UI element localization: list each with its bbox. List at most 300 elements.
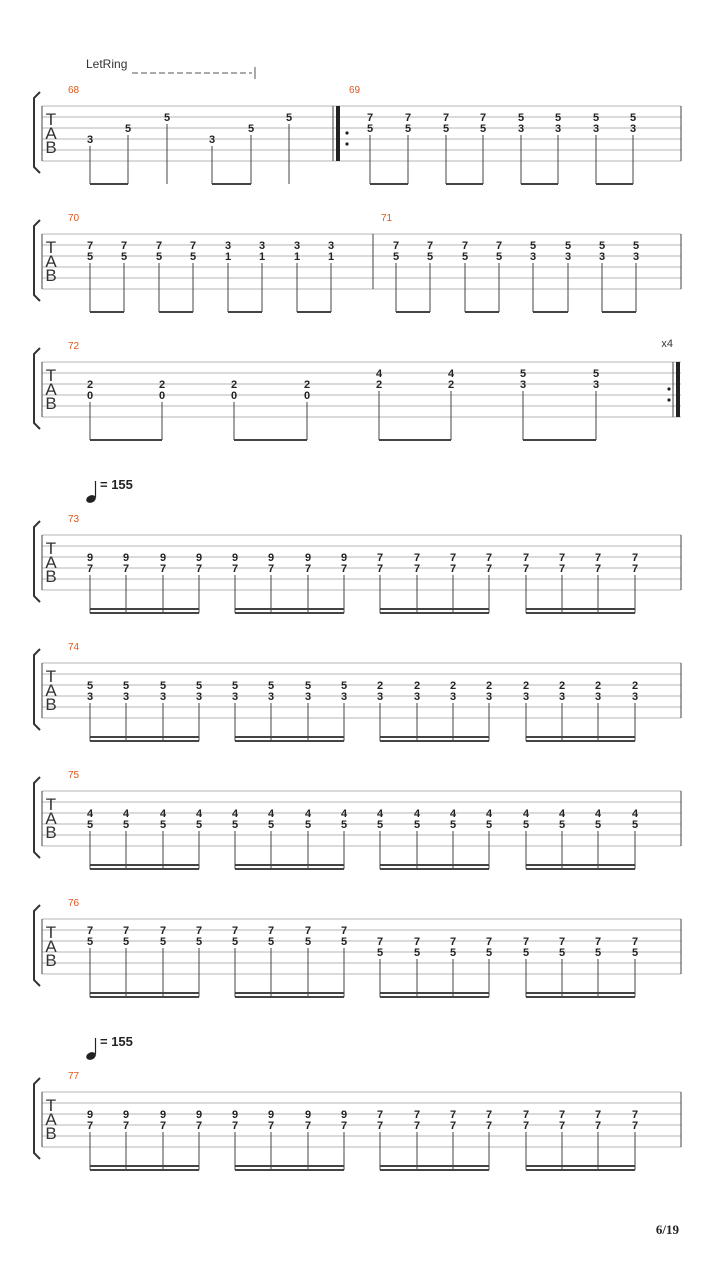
note-column	[225, 240, 231, 312]
fret-number: 7	[594, 936, 602, 948]
fret-number: 9	[231, 1109, 239, 1121]
fret-number: 4	[375, 368, 383, 380]
fret-number: 3	[195, 691, 203, 703]
fret-number: 7	[594, 563, 602, 575]
fret-number: 5	[86, 251, 94, 263]
note-column	[196, 925, 202, 997]
note-column	[376, 368, 383, 440]
system-bracket	[34, 220, 40, 301]
fret-number: 2	[303, 379, 311, 391]
note-column	[232, 1109, 238, 1170]
fret-number: 7	[558, 1120, 566, 1132]
fret-number: 2	[86, 379, 94, 391]
fret-number: 9	[304, 1109, 312, 1121]
fret-number: 5	[155, 251, 163, 263]
tempo-marking: = 155	[100, 1034, 133, 1049]
fret-number: 0	[230, 390, 238, 402]
fret-number: 3	[629, 123, 637, 135]
fret-number: 2	[631, 680, 639, 692]
fret-number: 9	[195, 1109, 203, 1121]
fret-number: 5	[247, 123, 255, 135]
fret-number: 5	[340, 819, 348, 831]
tab-clef-letter: A	[45, 252, 57, 271]
fret-number: 2	[230, 379, 238, 391]
fret-number: 9	[122, 1109, 130, 1121]
fret-number: 2	[447, 379, 455, 391]
note-column	[523, 552, 529, 613]
fret-number: 5	[267, 819, 275, 831]
fret-number: 4	[304, 808, 312, 820]
note-column	[87, 808, 94, 869]
note-column	[632, 936, 638, 997]
fret-number: 4	[558, 808, 566, 820]
fret-number: 2	[376, 680, 384, 692]
fret-number: 1	[327, 251, 335, 263]
fret-number: 5	[594, 819, 602, 831]
measure-number: 71	[381, 213, 393, 224]
note-column	[87, 240, 93, 312]
note-column	[232, 925, 238, 997]
fret-number: 7	[522, 1109, 530, 1121]
note-column	[196, 808, 203, 869]
fret-number: 3	[231, 691, 239, 703]
fret-number: 3	[449, 691, 457, 703]
measure-70	[42, 213, 373, 312]
fret-number: 7	[189, 240, 197, 252]
note-column	[196, 552, 202, 613]
note-column	[555, 112, 561, 184]
tab-clef-letter: T	[45, 1096, 57, 1115]
note-column	[87, 379, 93, 440]
fret-number: 7	[304, 1120, 312, 1132]
note-column	[633, 240, 639, 312]
note-column	[450, 552, 456, 613]
fret-number: 7	[195, 1120, 203, 1132]
fret-number: 4	[594, 808, 602, 820]
fret-number: 5	[304, 936, 312, 948]
fret-number: 3	[517, 123, 525, 135]
fret-number: 9	[267, 1109, 275, 1121]
fret-number: 3	[594, 691, 602, 703]
fret-number: 4	[447, 368, 455, 380]
fret-number: 5	[558, 819, 566, 831]
tab-clef-letter: B	[45, 394, 57, 413]
fret-number: 3	[631, 691, 639, 703]
fret-number: 4	[122, 808, 130, 820]
note-column	[259, 240, 265, 312]
fret-number: 7	[485, 552, 493, 564]
fret-number: 7	[485, 936, 493, 948]
fret-number: 9	[159, 1109, 167, 1121]
fret-number: 5	[632, 240, 640, 252]
measure-76	[42, 898, 681, 997]
fret-number: 2	[522, 680, 530, 692]
note-column	[123, 552, 129, 613]
note-column	[341, 680, 347, 741]
fret-number: 7	[522, 552, 530, 564]
fret-number: 5	[479, 123, 487, 135]
note-column	[523, 936, 529, 997]
fret-number: 7	[267, 925, 275, 937]
tab-clef-letter: T	[45, 238, 57, 257]
fret-number: 5	[442, 123, 450, 135]
measure-69	[345, 85, 681, 184]
fret-number: 7	[159, 563, 167, 575]
fret-number: 7	[122, 1120, 130, 1132]
fret-number: 4	[376, 808, 384, 820]
tab-system	[34, 770, 681, 869]
fret-number: 3	[522, 691, 530, 703]
fret-number: 5	[86, 819, 94, 831]
fret-number: 4	[267, 808, 275, 820]
note-column	[123, 925, 129, 997]
repeat-end-thick-barline	[336, 106, 340, 161]
fret-number: 5	[376, 947, 384, 959]
fret-number: 7	[594, 1109, 602, 1121]
note-column	[341, 925, 347, 997]
fret-number: 7	[558, 563, 566, 575]
note-column	[123, 808, 130, 869]
fret-number: 5	[195, 680, 203, 692]
note-column	[450, 1109, 456, 1170]
fret-number: 9	[159, 552, 167, 564]
fret-number: 5	[304, 680, 312, 692]
note-column	[209, 134, 215, 184]
repeat-dot	[667, 387, 670, 390]
fret-number: 7	[413, 936, 421, 948]
tab-clef-letter: T	[45, 923, 57, 942]
measure-number: 76	[68, 898, 80, 909]
tab-clef-letter: B	[45, 1124, 57, 1143]
measure-77	[42, 1071, 681, 1170]
system-bracket	[34, 1078, 40, 1159]
note-column	[377, 552, 383, 613]
note-column	[341, 552, 347, 613]
system-bracket	[34, 348, 40, 429]
note-column	[377, 1109, 383, 1170]
note-column	[377, 936, 383, 997]
fret-number: 5	[592, 368, 600, 380]
note-column	[305, 1109, 311, 1170]
fret-number: 4	[231, 808, 239, 820]
fret-number: 5	[304, 819, 312, 831]
fret-number: 5	[426, 251, 434, 263]
fret-number: 7	[485, 1120, 493, 1132]
fret-number: 5	[485, 819, 493, 831]
tab-clef-letter: B	[45, 823, 57, 842]
measure-73	[42, 514, 681, 613]
note-column	[125, 123, 131, 184]
fret-number: 5	[195, 936, 203, 948]
note-column	[559, 552, 565, 613]
fret-number: 5	[413, 819, 421, 831]
fret-number: 3	[592, 123, 600, 135]
fret-number: 5	[485, 947, 493, 959]
note-column	[480, 112, 486, 184]
measure-number: 68	[68, 85, 80, 96]
fret-number: 9	[340, 1109, 348, 1121]
fret-number: 5	[122, 936, 130, 948]
fret-number: 5	[195, 819, 203, 831]
note-column	[486, 1109, 492, 1170]
fret-number: 4	[340, 808, 348, 820]
let-ring-label: LetRing	[86, 57, 128, 71]
fret-number: 5	[86, 936, 94, 948]
fret-number: 5	[517, 112, 525, 124]
fret-number: 5	[189, 251, 197, 263]
note-column	[559, 680, 565, 741]
fret-number: 5	[231, 819, 239, 831]
tab-clef-letter: A	[45, 1110, 57, 1129]
fret-number: 4	[159, 808, 167, 820]
note-column	[232, 552, 238, 613]
tab-system	[34, 213, 681, 312]
system-bracket	[34, 521, 40, 602]
fret-number: 5	[159, 936, 167, 948]
fret-number: 5	[529, 240, 537, 252]
note-column	[196, 1109, 202, 1170]
fret-number: 5	[413, 947, 421, 959]
fret-number: 5	[461, 251, 469, 263]
note-column	[414, 1109, 420, 1170]
note-column	[595, 1109, 601, 1170]
note-column	[414, 680, 420, 741]
repeat-dot	[345, 131, 348, 134]
fret-number: 3	[122, 691, 130, 703]
note-column	[486, 552, 492, 613]
fret-number: 3	[258, 240, 266, 252]
fret-number: 3	[208, 134, 216, 146]
note-column	[123, 1109, 129, 1170]
fret-number: 7	[413, 1120, 421, 1132]
fret-number: 4	[485, 808, 493, 820]
tab-clef-letter: A	[45, 124, 57, 143]
fret-number: 4	[631, 808, 639, 820]
note-column	[286, 112, 292, 184]
fret-number: 7	[558, 1109, 566, 1121]
tab-clef-letter: B	[45, 567, 57, 586]
fret-number: 7	[159, 925, 167, 937]
fret-number: 5	[340, 936, 348, 948]
fret-number: 7	[195, 563, 203, 575]
fret-number: 3	[413, 691, 421, 703]
fret-number: 7	[231, 1120, 239, 1132]
fret-number: 7	[631, 552, 639, 564]
fret-number: 7	[86, 240, 94, 252]
fret-number: 7	[449, 563, 457, 575]
note-column	[341, 808, 348, 869]
fret-number: 9	[195, 552, 203, 564]
fret-number: 7	[122, 925, 130, 937]
repeat-end-thick-barline	[676, 362, 680, 417]
measure-number: 70	[68, 213, 80, 224]
fret-number: 3	[558, 691, 566, 703]
fret-number: 7	[558, 552, 566, 564]
tab-system	[34, 477, 681, 613]
fret-number: 5	[404, 123, 412, 135]
fret-number: 5	[592, 112, 600, 124]
note-column	[414, 808, 421, 869]
fret-number: 7	[426, 240, 434, 252]
system-bracket	[34, 92, 40, 173]
note-column	[450, 808, 457, 869]
note-column	[87, 552, 93, 613]
note-column	[367, 112, 373, 184]
fret-number: 2	[449, 680, 457, 692]
fret-number: 7	[120, 240, 128, 252]
note-column	[190, 240, 196, 312]
fret-number: 7	[392, 240, 400, 252]
system-bracket	[34, 777, 40, 858]
note-column	[268, 552, 274, 613]
note-column	[443, 112, 449, 184]
note-column	[305, 925, 311, 997]
fret-number: 5	[267, 680, 275, 692]
note-column	[305, 680, 311, 741]
fret-number: 2	[594, 680, 602, 692]
note-column	[593, 368, 599, 440]
note-column	[377, 808, 384, 869]
fret-number: 5	[376, 819, 384, 831]
fret-number: 5	[231, 936, 239, 948]
tab-system	[34, 1034, 681, 1170]
fret-number: 5	[366, 123, 374, 135]
note-column	[595, 936, 601, 997]
note-column	[595, 552, 601, 613]
fret-number: 7	[376, 936, 384, 948]
tab-clef-letter: T	[45, 795, 57, 814]
fret-number: 5	[558, 947, 566, 959]
measure-number: 77	[68, 1071, 80, 1082]
fret-number: 3	[519, 379, 527, 391]
note-column	[523, 808, 530, 869]
fret-number: 3	[159, 691, 167, 703]
fret-number: 5	[522, 947, 530, 959]
fret-number: 7	[594, 1120, 602, 1132]
fret-number: 4	[413, 808, 421, 820]
fret-number: 5	[340, 680, 348, 692]
note-column	[123, 680, 129, 741]
fret-number: 4	[195, 808, 203, 820]
tab-clef-letter: B	[45, 266, 57, 285]
fret-number: 7	[631, 1109, 639, 1121]
fret-number: 3	[529, 251, 537, 263]
tab-clef-letter: A	[45, 380, 57, 399]
fret-number: 3	[485, 691, 493, 703]
fret-number: 9	[340, 552, 348, 564]
note-column	[518, 112, 524, 184]
fret-number: 5	[124, 123, 132, 135]
fret-number: 5	[629, 112, 637, 124]
fret-number: 7	[413, 563, 421, 575]
fret-number: 5	[631, 947, 639, 959]
note-column	[450, 936, 456, 997]
note-column	[448, 368, 455, 440]
note-column	[565, 240, 571, 312]
note-column	[523, 1109, 529, 1170]
tab-system	[34, 85, 681, 184]
fret-number: 7	[86, 563, 94, 575]
note-column	[632, 808, 639, 869]
measure-71	[381, 213, 681, 312]
fret-number: 9	[231, 552, 239, 564]
fret-number: 5	[159, 819, 167, 831]
note-column	[559, 936, 565, 997]
note-column	[523, 680, 529, 741]
tab-clef-letter: T	[45, 539, 57, 558]
note-column	[160, 680, 166, 741]
fret-number: 7	[485, 563, 493, 575]
fret-number: 7	[449, 552, 457, 564]
tab-clef-letter: T	[45, 110, 57, 129]
fret-number: 7	[122, 563, 130, 575]
fret-number: 0	[86, 390, 94, 402]
note-column	[414, 552, 420, 613]
fret-number: 2	[158, 379, 166, 391]
fret-number: 7	[522, 1120, 530, 1132]
fret-number: 7	[442, 112, 450, 124]
note-column	[559, 808, 566, 869]
repeat-dot	[667, 398, 670, 401]
fret-number: 7	[449, 936, 457, 948]
note-column	[159, 379, 165, 440]
note-column	[530, 240, 536, 312]
fret-number: 7	[631, 936, 639, 948]
note-column	[160, 925, 166, 997]
fret-number: 5	[120, 251, 128, 263]
note-column	[164, 112, 170, 184]
fret-number: 9	[122, 552, 130, 564]
tab-system	[34, 338, 681, 440]
fret-number: 5	[86, 680, 94, 692]
fret-number: 7	[461, 240, 469, 252]
note-column	[294, 240, 300, 312]
fret-number: 2	[485, 680, 493, 692]
fret-number: 7	[376, 563, 384, 575]
note-column	[268, 1109, 274, 1170]
fret-number: 3	[267, 691, 275, 703]
fret-number: 3	[632, 251, 640, 263]
tab-clef-letter: A	[45, 809, 57, 828]
fret-number: 4	[522, 808, 530, 820]
fret-number: 1	[293, 251, 301, 263]
note-column	[414, 936, 420, 997]
measure-number: 69	[349, 85, 361, 96]
tab-clef-letter: A	[45, 553, 57, 572]
note-column	[160, 808, 167, 869]
fret-number: 7	[558, 936, 566, 948]
tab-system	[34, 642, 681, 741]
fret-number: 3	[554, 123, 562, 135]
fret-number: 7	[413, 552, 421, 564]
fret-number: 3	[86, 691, 94, 703]
fret-number: 3	[327, 240, 335, 252]
fret-number: 7	[267, 563, 275, 575]
note-column	[268, 925, 274, 997]
fret-number: 5	[598, 240, 606, 252]
fret-number: 7	[376, 1120, 384, 1132]
note-column	[520, 368, 526, 440]
fret-number: 2	[375, 379, 383, 391]
note-column	[121, 240, 127, 312]
fret-number: 7	[231, 563, 239, 575]
note-column	[304, 379, 310, 440]
fret-number: 3	[86, 134, 94, 146]
fret-number: 7	[340, 1120, 348, 1132]
fret-number: 3	[224, 240, 232, 252]
measure-74	[42, 642, 681, 741]
fret-number: 7	[449, 1120, 457, 1132]
